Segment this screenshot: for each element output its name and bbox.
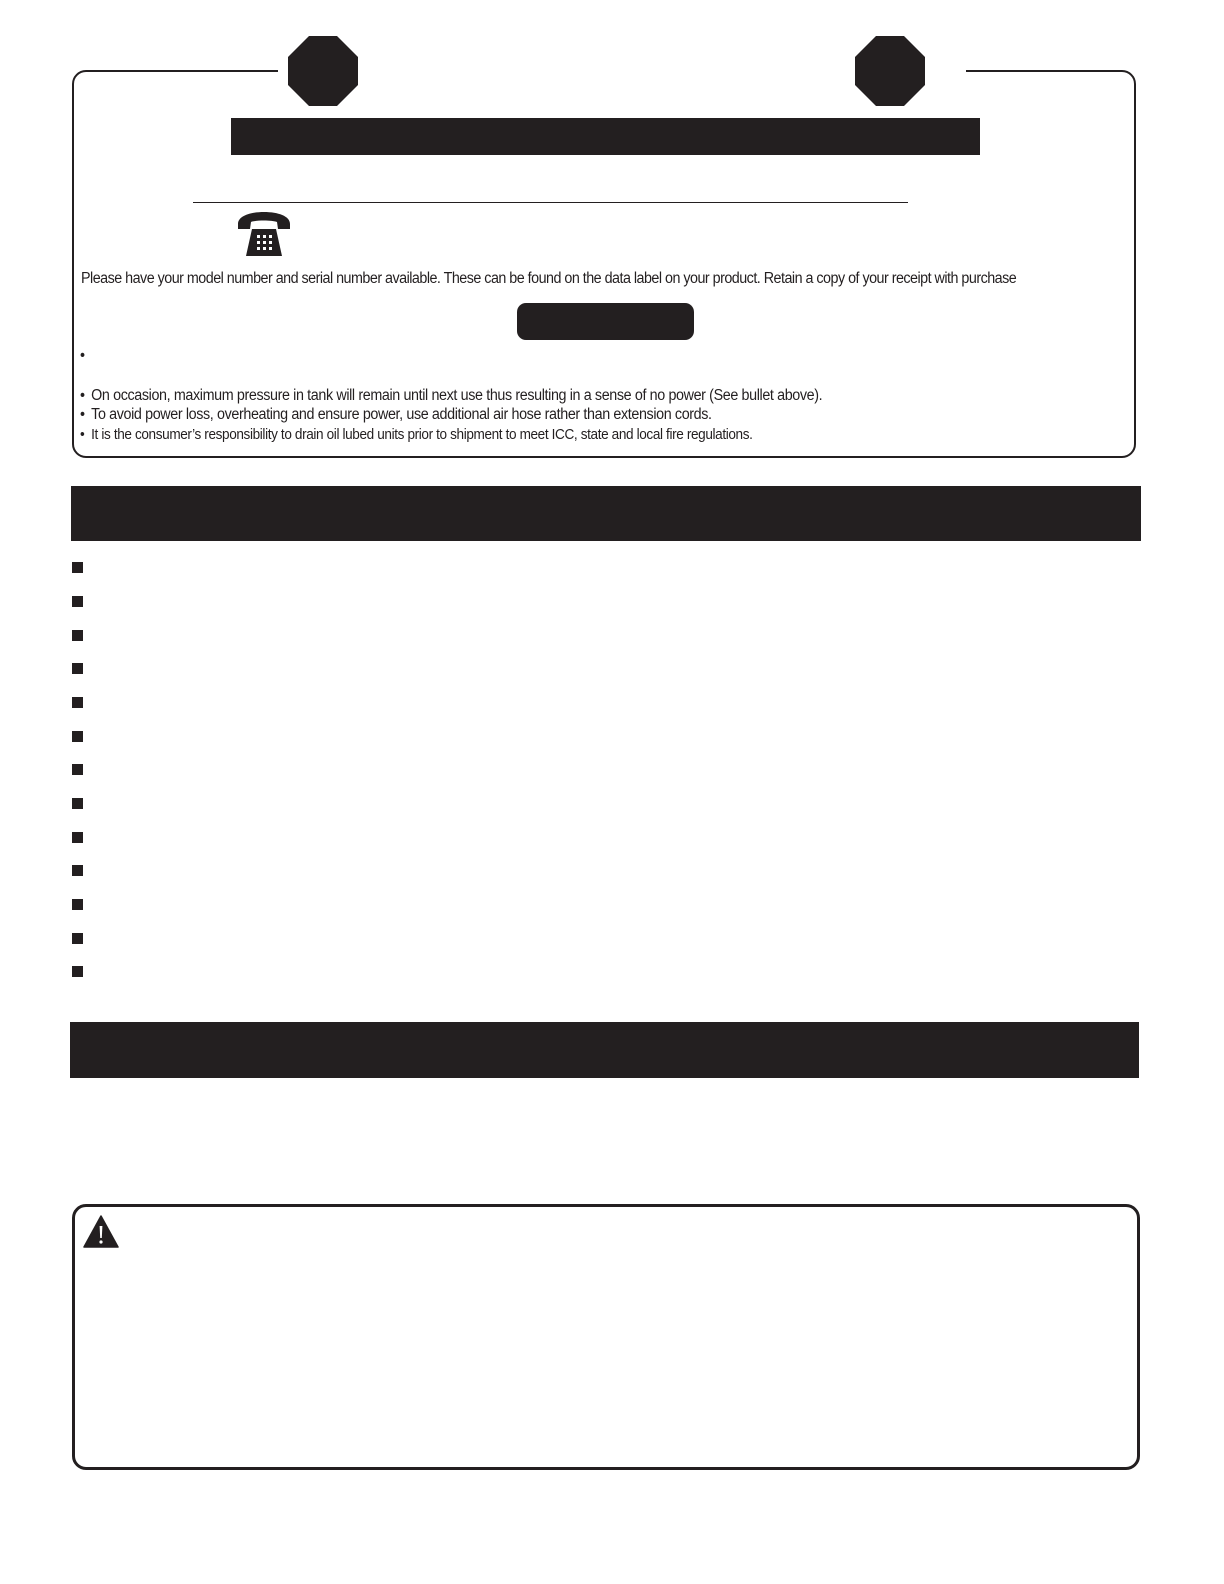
warning-panel: [72, 1204, 1140, 1470]
notice-bullet-2: • On occasion, maximum pressure in tank will remain until next use thus resulting in a sense of no power (See bullet above).: [80, 387, 823, 404]
notice-bullet-3: • To avoid power loss, overheating and ensure power, use additional air hose rather than extension cords.: [80, 406, 712, 423]
divider-line: [193, 202, 908, 203]
square-bullet-icon: [72, 933, 83, 944]
warning-triangle-icon: [83, 1215, 119, 1248]
square-bullet-icon: [72, 899, 83, 910]
section-header-bar-1: [71, 486, 1141, 541]
square-bullet-icon: [72, 966, 83, 977]
square-bullet-icon: [72, 697, 83, 708]
square-bullet-icon: [72, 832, 83, 843]
square-bullet-icon: [72, 663, 83, 674]
notice-pill-label: [517, 303, 694, 340]
notice-title-bar: [231, 118, 980, 155]
square-bullet-icon: [72, 596, 83, 607]
notice-bullet-1: •: [80, 347, 85, 364]
phone-icon: [236, 210, 292, 258]
square-bullet-icon: [72, 731, 83, 742]
stop-octagon-icon-right: [855, 36, 925, 106]
stop-octagon-icon-left: [288, 36, 358, 106]
square-bullet-icon: [72, 630, 83, 641]
model-serial-instructions: Please have your model number and serial number available. These can be found on the data label on your product. Retain a copy of your receipt with purchase: [81, 270, 1017, 287]
square-bullet-icon: [72, 764, 83, 775]
notice-bullet-4: • It is the consumer’s responsibility to drain oil lubed units prior to shipment to meet ICC, state and local fire regulations.: [80, 427, 753, 443]
square-bullet-icon: [72, 798, 83, 809]
square-bullet-icon: [72, 562, 83, 573]
square-bullet-icon: [72, 865, 83, 876]
section-header-bar-2: [70, 1022, 1139, 1078]
